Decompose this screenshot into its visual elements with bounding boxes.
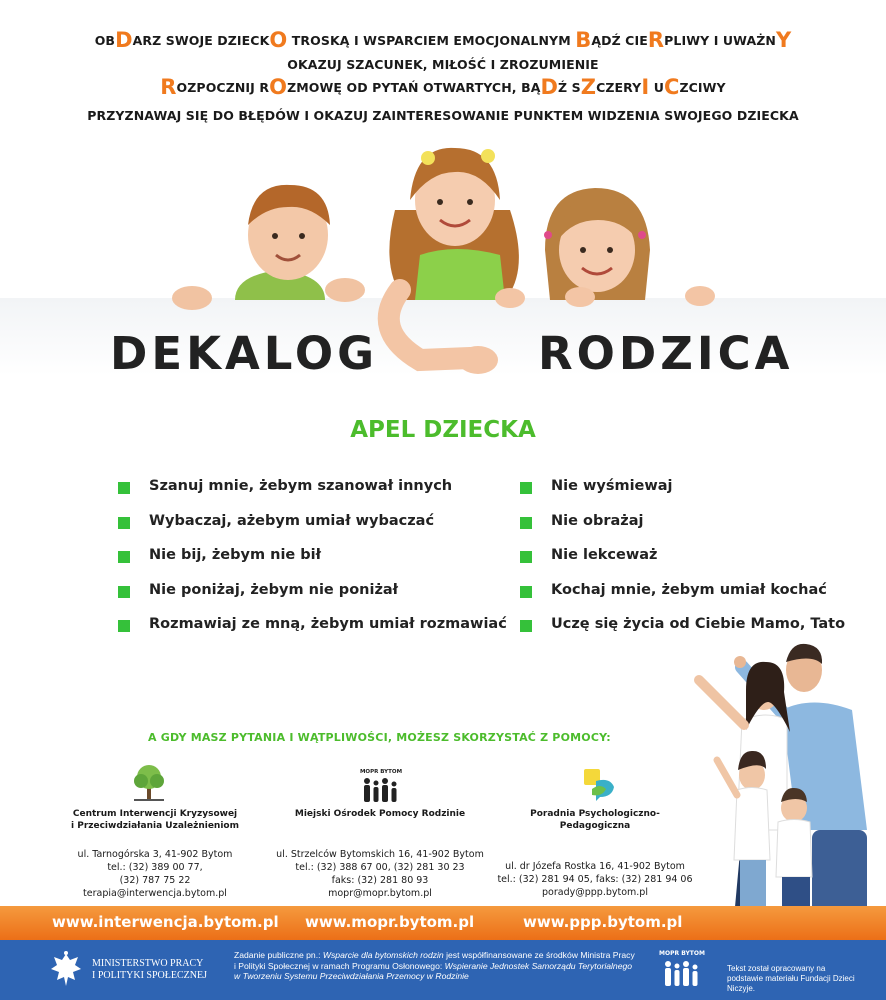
title-right: RODZICA — [538, 327, 794, 380]
list-item: Nie poniżaj, żebym nie poniżał — [118, 582, 507, 617]
green-square-icon — [118, 517, 130, 529]
org-ppp: Poradnia Psychologiczno-Pedagogiczna ul. dr Józefa Rostka 16, 41-902 Bytom tel.: (32) 281 94 05, faks: (32) 281 94 06 porady@ppp.bytom.pl — [495, 808, 695, 899]
ministry-label: MINISTERSTWO PRACY I POLITYKI SPOŁECZNEJ — [92, 958, 207, 981]
acrostic-line-1: OBDARZ SWOJE DZIECKO TROSKĄ I WSPARCIEM EMOCJONALNYM BĄDŹ CIERPLIWY I UWAŻNY — [94, 28, 792, 52]
svg-text:MOPR BYTOM: MOPR BYTOM — [359, 769, 403, 775]
green-square-icon — [520, 482, 532, 494]
subtitle: APEL DZIECKA — [350, 417, 536, 443]
acrostic-line-3: ROZPOCZNIJ ROZMOWĘ OD PYTAŃ OTWARTYCH, BĄDŹ SZCZERYI UCZCIWY — [160, 75, 726, 99]
websites-bar — [0, 906, 886, 940]
green-square-icon — [520, 551, 532, 563]
svg-text:MOPR BYTOM: MOPR BYTOM — [659, 950, 705, 957]
list-item: Nie wyśmiewaj — [520, 478, 845, 513]
green-square-icon — [520, 517, 532, 529]
list-item: Kochaj mnie, żebym umiał kochać — [520, 582, 845, 617]
green-square-icon — [520, 586, 532, 598]
green-square-icon — [118, 551, 130, 563]
rules-list-right — [520, 478, 845, 651]
list-item: Szanuj mnie, żebym szanował innych — [118, 478, 507, 513]
email-link[interactable]: porady@ppp.bytom.pl — [542, 887, 648, 898]
acrostic-line-2: OKAZUJ SZACUNEK, MIŁOŚĆ I ZROZUMIENIE — [287, 57, 599, 72]
email-link[interactable]: mopr@mopr.bytom.pl — [328, 888, 432, 899]
website-link[interactable]: www.interwencja.bytom.pl — [52, 913, 279, 931]
ppp-logo-icon — [582, 767, 618, 803]
org-crisis-center: Centrum Interwencji Kryzysowej i Przeciwdziałania Uzależnieniom ul. Tarnogórska 3, 41-902 Bytom tel.: (32) 389 00 77, (32) 787 75 22 terapia@interwencja.bytom.pl — [60, 808, 250, 900]
source-note: Tekst został opracowany na podstawie materiału Fundacji Dzieci Niczyje. — [727, 964, 855, 993]
mopr-logo-icon — [658, 946, 706, 992]
list-item: Nie bij, żebym nie bił — [118, 547, 507, 582]
acrostic-line-4: PRZYZNAWAJ SIĘ DO BŁĘDÓW I OKAZUJ ZAINTERESOWANIE PUNKTEM WIDZENIA SWOJEGO DZIECKA — [87, 108, 799, 123]
list-item: Uczę się życia od Ciebie Mamo, Tato — [520, 616, 845, 651]
org-mopr: Miejski Ośrodek Pomocy Rodzinie ul. Strzelców Bytomskich 16, 41-902 Bytom tel.: (32) 388 67 00, (32) 281 30 23 faks: (32) 281 80 93 mopr@mopr.bytom.pl — [276, 809, 484, 899]
tree-logo-icon — [130, 763, 168, 803]
green-square-icon — [520, 620, 532, 632]
list-item: Rozmawiaj ze mną, żebym umiał rozmawiać — [118, 616, 507, 651]
children-banner — [0, 140, 886, 430]
family-logo-icon — [358, 766, 404, 806]
rules-list-left — [118, 478, 507, 651]
title-left: DEKALOG — [110, 327, 379, 380]
email-link[interactable]: terapia@interwencja.bytom.pl — [83, 888, 227, 899]
list-item: Wybaczaj, ażebym umiał wybaczać — [118, 513, 507, 548]
footer — [0, 940, 886, 1000]
children-illustration — [0, 140, 886, 430]
list-item: Nie lekceważ — [520, 547, 845, 582]
green-square-icon — [118, 586, 130, 598]
funding-notice: Zadanie publiczne pn.: Wsparcie dla bytomskich rodzin jest współfinansowane ze środków Ministra Pracy i Polityki Społecznej w ramach Programu Osłonowego: Wspieranie Jednostek Samorządu Terytorialnego w Tworzeniu Systemu Przeciwdziałania Przemocy w Rodzinie — [234, 950, 635, 981]
website-link[interactable]: www.ppp.bytom.pl — [523, 913, 683, 931]
eagle-emblem-icon — [48, 950, 84, 990]
help-heading: A GDY MASZ PYTANIA I WĄTPLIWOŚCI, MOŻESZ SKORZYSTAĆ Z POMOCY: — [148, 731, 611, 744]
green-square-icon — [118, 482, 130, 494]
green-square-icon — [118, 620, 130, 632]
website-link[interactable]: www.mopr.bytom.pl — [305, 913, 475, 931]
list-item: Nie obrażaj — [520, 513, 845, 548]
